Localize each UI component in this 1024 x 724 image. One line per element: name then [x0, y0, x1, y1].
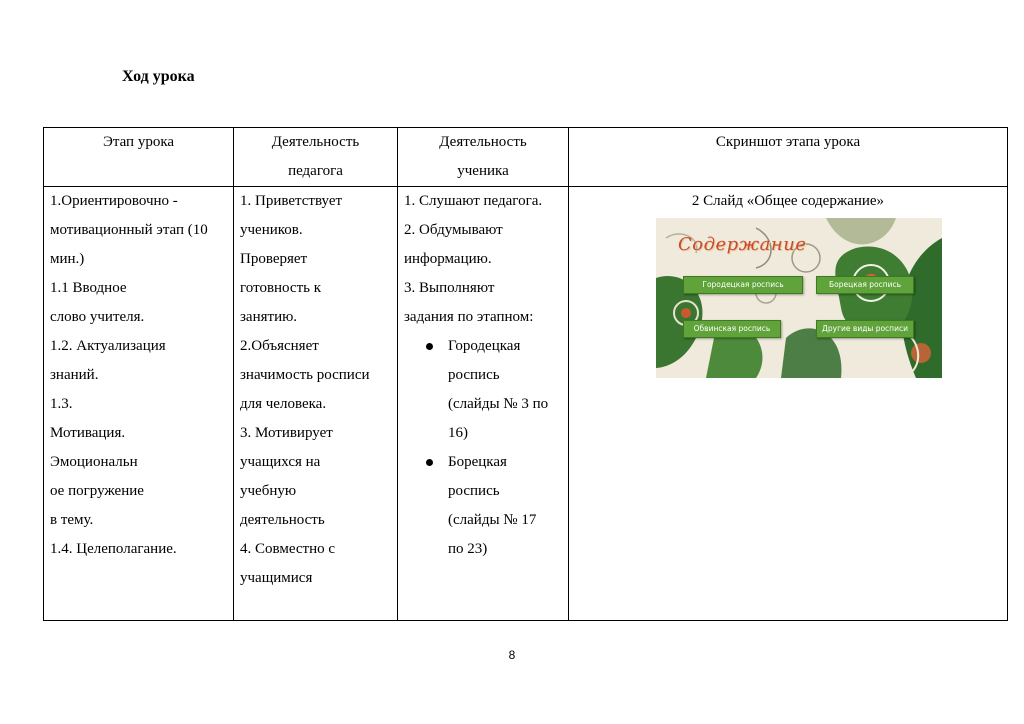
teacher-text-line: 3. Мотивирует: [240, 425, 333, 441]
slide-button-gorodets: Городецкая роспись: [683, 276, 803, 294]
student-bullet-line: роспись: [448, 367, 500, 383]
stage-text-line: в тему.: [50, 512, 94, 528]
student-bullet-line: (слайды № 17: [448, 512, 537, 528]
bullet-icon: [426, 343, 433, 350]
page-number: 8: [508, 648, 516, 662]
student-bullet-line: 16): [448, 425, 468, 441]
list-item: [448, 332, 562, 448]
header-teacher-line: Деятельность: [271, 134, 360, 150]
stage-text-line: ое погружение: [50, 483, 144, 499]
teacher-text-line: 1. Приветствует: [240, 193, 343, 209]
header-student: [398, 128, 569, 187]
teacher-text-line: учебную: [240, 483, 297, 499]
screenshot-cell: [569, 187, 1008, 621]
teacher-text-line: учащихся на: [240, 454, 321, 470]
teacher-text-line: занятию.: [240, 309, 298, 325]
teacher-text-line: учащимися: [240, 570, 313, 586]
stage-text-line: Мотивация.: [50, 425, 126, 441]
header-screenshot: [569, 128, 1008, 187]
header-teacher: [234, 128, 398, 187]
stage-text-line: 1.1 Вводное: [50, 280, 127, 296]
slide-title: Содержание: [678, 234, 807, 255]
slide-button-other: Другие виды росписи: [816, 320, 914, 338]
bullet-icon: [426, 459, 433, 466]
student-text-line: 2. Обдумывают: [404, 222, 503, 238]
student-bullet-line: роспись: [448, 483, 500, 499]
student-text-line: задания по этапном:: [404, 309, 534, 325]
teacher-text-line: значимость росписи: [240, 367, 370, 383]
header-stage-line: Этап урока: [102, 134, 175, 150]
header-stage: [44, 128, 234, 187]
stage-text-line: знаний.: [50, 367, 99, 383]
teacher-text-line: Проверяет: [240, 251, 308, 267]
teacher-text-line: 2.Объясняет: [240, 338, 319, 354]
teacher-text-line: готовность к: [240, 280, 322, 296]
slide-button-borets: Борецкая роспись: [816, 276, 914, 294]
stage-text-line: мин.): [50, 251, 85, 267]
stage-text-line: 1.2. Актуализация: [50, 338, 166, 354]
slide-thumbnail: [656, 218, 942, 378]
student-text-line: 3. Выполняют: [404, 280, 495, 296]
stage-cell: [44, 187, 234, 621]
teacher-text-line: для человека.: [240, 396, 327, 412]
header-student-line: ученика: [457, 163, 509, 179]
student-cell: [398, 187, 569, 621]
stage-text-line: Эмоциональн: [50, 454, 138, 470]
table-header-row: [44, 128, 1008, 187]
stage-text-line: 1.3.: [50, 396, 73, 412]
student-bullet-list: [404, 332, 562, 564]
student-bullet-line: по 23): [448, 541, 488, 557]
teacher-text-line: учеников.: [240, 222, 303, 238]
section-heading: Ход урока: [122, 68, 195, 85]
list-item: [448, 448, 562, 564]
slide-button-obvinsk: Обвинская роспись: [683, 320, 781, 338]
table-row: [44, 187, 1008, 621]
lesson-table: [43, 127, 1008, 621]
teacher-cell: [234, 187, 398, 621]
student-text-line: 1. Слушают педагога.: [404, 193, 543, 209]
student-text-line: информацию.: [404, 251, 492, 267]
student-bullet-line: Борецкая: [448, 454, 507, 470]
student-bullet-line: Городецкая: [448, 338, 521, 354]
stage-text-line: мотивационный этап (10: [50, 222, 208, 238]
header-student-line: Деятельность: [439, 134, 527, 150]
stage-text-line: 1.4. Целеполагание.: [50, 541, 177, 557]
slide-caption: 2 Слайд «Общее содержание»: [691, 193, 885, 209]
header-screenshot-line: Скриншот этапа урока: [715, 134, 861, 150]
header-teacher-line: педагога: [288, 163, 343, 179]
stage-text-line: слово учителя.: [50, 309, 145, 325]
stage-text-line: 1.Ориентировочно -: [50, 193, 178, 209]
teacher-text-line: деятельность: [240, 512, 325, 528]
teacher-text-line: 4. Совместно с: [240, 541, 336, 557]
student-bullet-line: (слайды № 3 по: [448, 396, 549, 412]
